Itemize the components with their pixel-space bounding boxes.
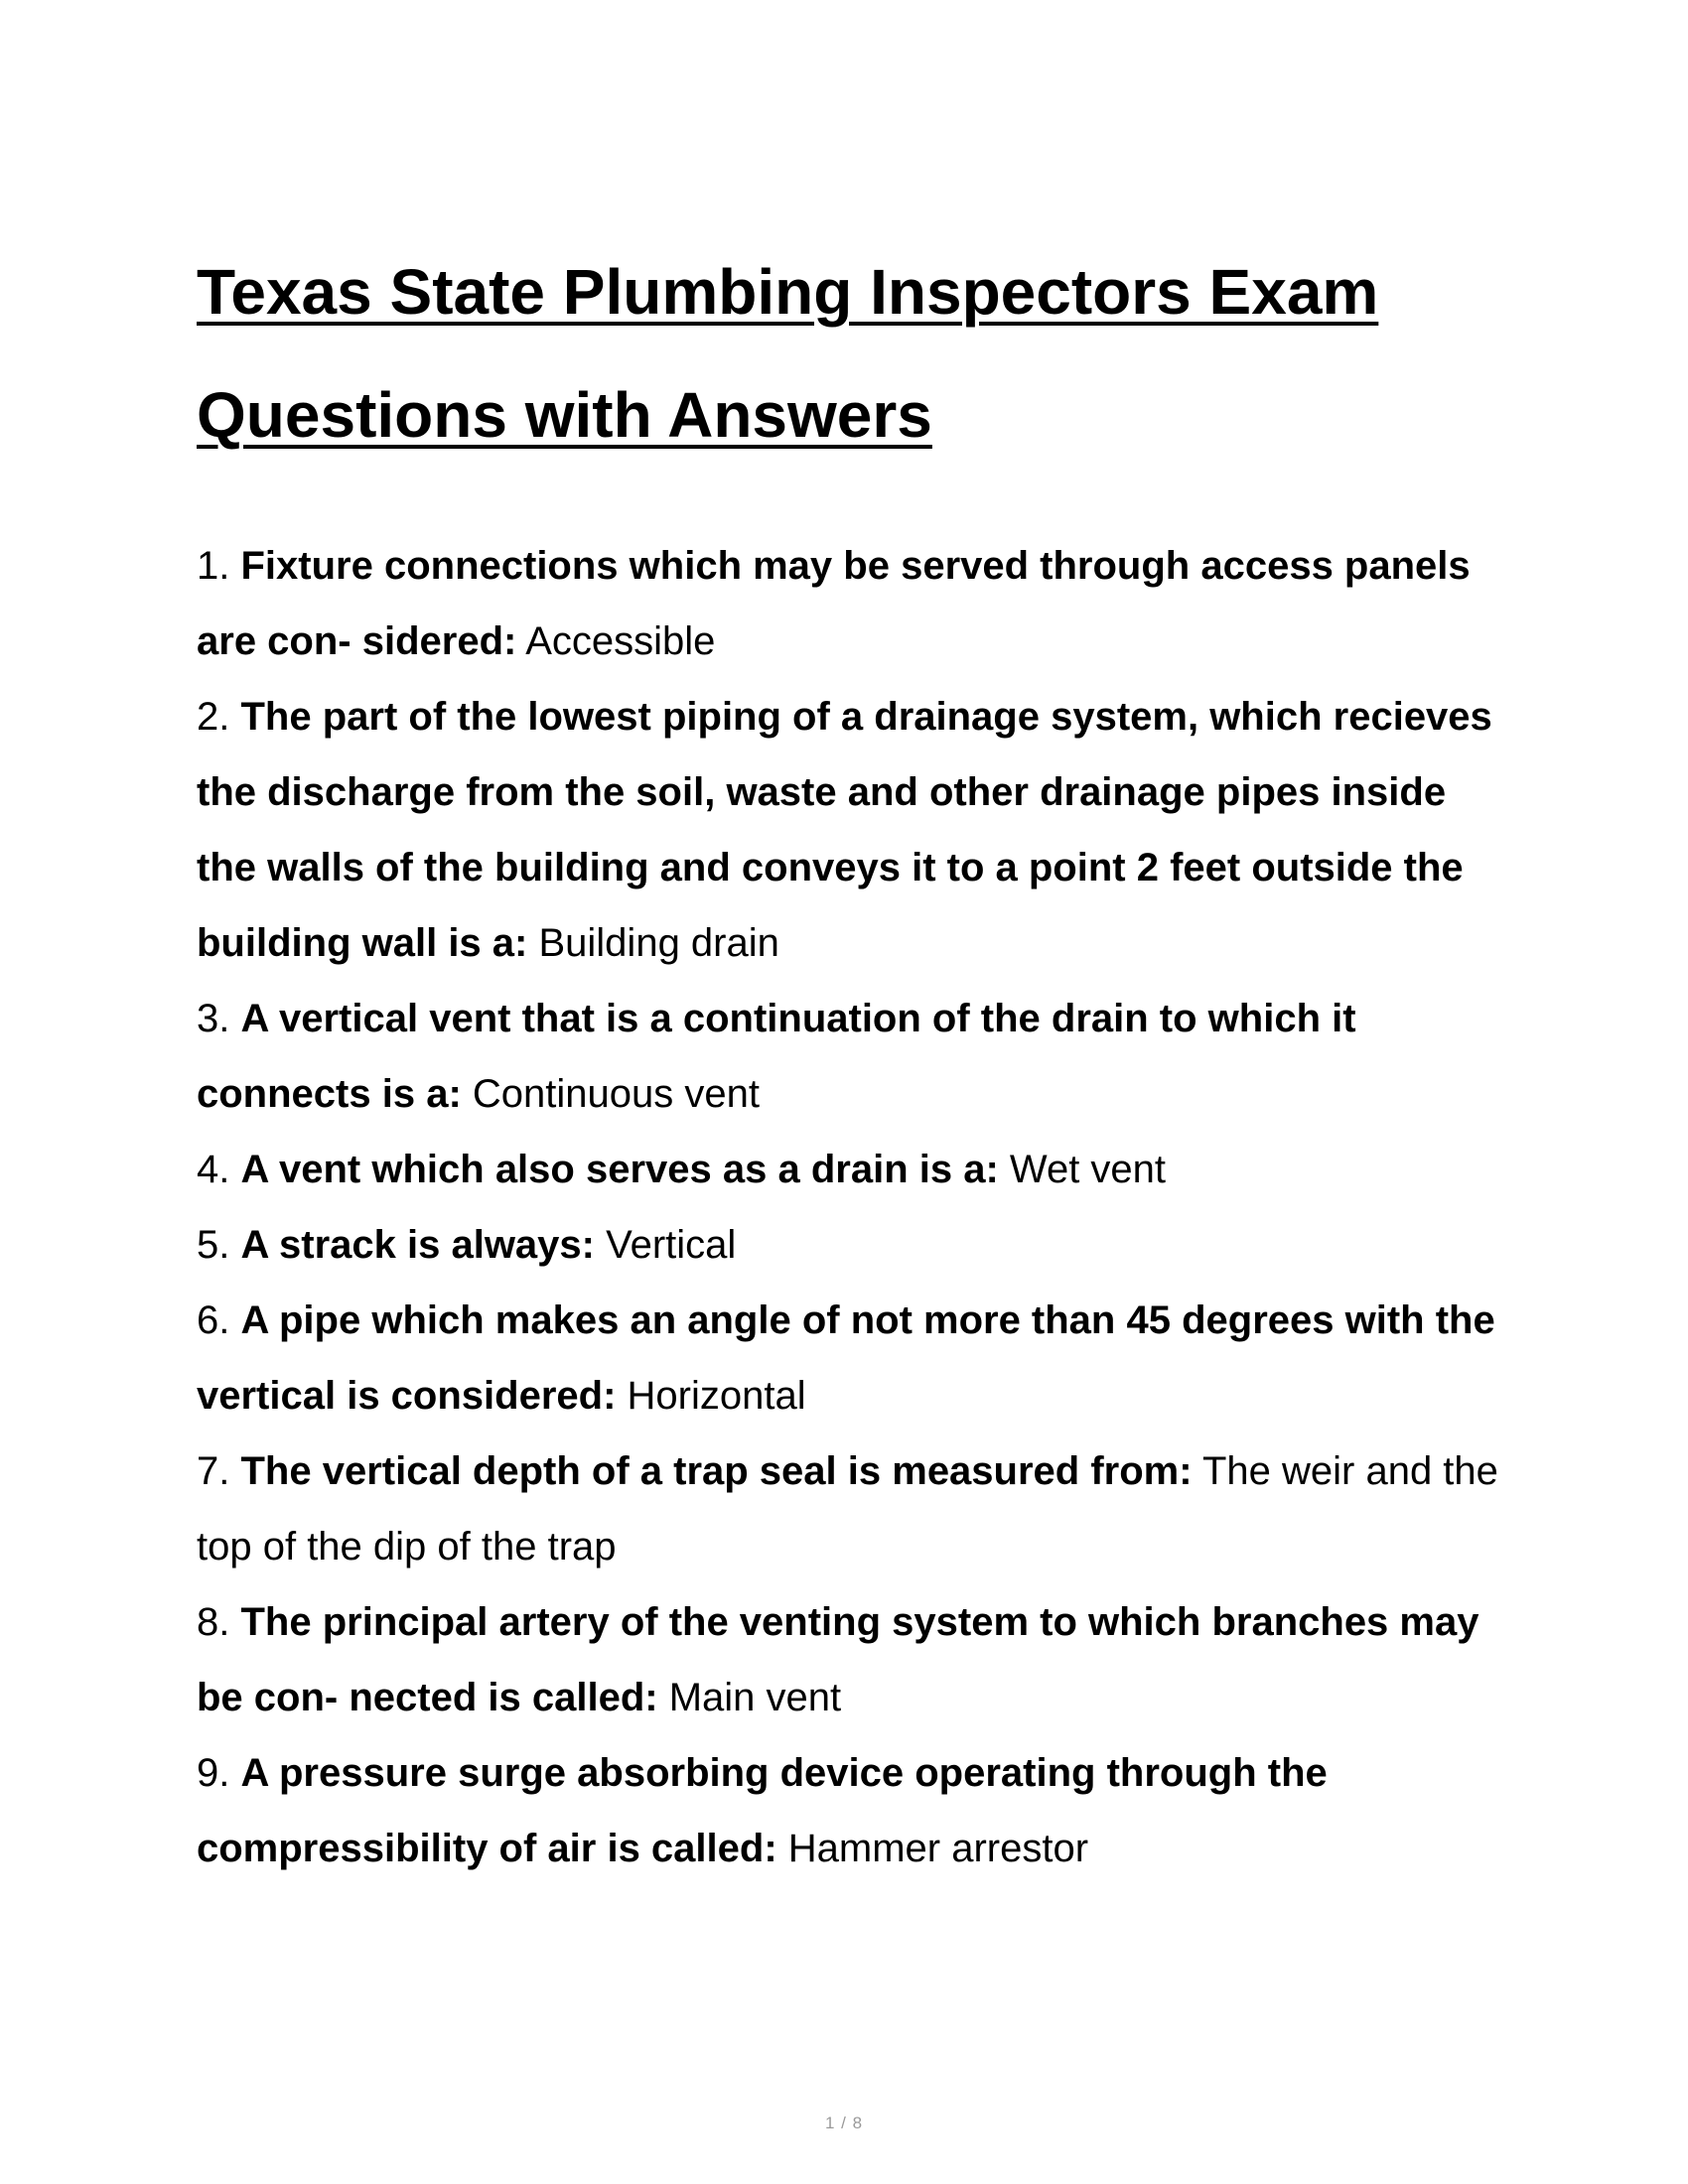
question-text: A vent which also serves as a drain is a: (240, 1148, 999, 1191)
question-item-1 (197, 528, 1507, 679)
question-text: The principal artery of the venting system to which branches may be con- nected is called: (197, 1600, 1479, 1719)
question-item-4 (197, 1132, 1507, 1207)
answer-text: The weir and the top of the dip of the trap (197, 1449, 1498, 1569)
answer-text: Horizontal (627, 1374, 806, 1418)
question-number: 2. (197, 695, 230, 739)
question-text: The part of the lowest piping of a drainage system, which recieves the discharge from the soil, waste and other drainage pipes inside the walls of the building and conveys it to a point 2 feet outside the building wall is a: (197, 695, 1492, 965)
answer-text: Vertical (606, 1223, 737, 1267)
question-item-8 (197, 1584, 1507, 1735)
question-item-9 (197, 1735, 1507, 1886)
question-number: 4. (197, 1148, 230, 1191)
question-number: 3. (197, 997, 230, 1040)
answer-text: Accessible (525, 619, 716, 663)
answer-text: Building drain (538, 921, 779, 965)
question-text: Fixture connections which may be served through access panels are con- sidered: (197, 544, 1471, 663)
answer-text: Wet vent (1009, 1148, 1167, 1191)
question-number: 1. (197, 544, 230, 588)
question-number: 7. (197, 1449, 230, 1493)
question-text: A vertical vent that is a continuation of the drain to which it connects is a: (197, 997, 1356, 1116)
question-text: A pipe which makes an angle of not more than 45 degrees with the vertical is considered: (197, 1298, 1495, 1418)
page-number: 1 / 8 (824, 2114, 864, 2132)
answer-text: Main vent (668, 1676, 842, 1719)
question-text: A pressure surge absorbing device operating through the compressibility of air is called: (197, 1751, 1328, 1870)
question-item-7 (197, 1433, 1507, 1584)
question-item-2 (197, 679, 1507, 981)
question-item-6 (197, 1283, 1507, 1433)
document-title: Texas State Plumbing Inspectors Exam Questions with Answers (197, 256, 1379, 451)
question-item-5 (197, 1207, 1507, 1283)
question-number: 6. (197, 1298, 230, 1342)
question-text: The vertical depth of a trap seal is measured from: (240, 1449, 1193, 1493)
question-list (197, 528, 1507, 1886)
question-number: 9. (197, 1751, 230, 1795)
answer-text: Hammer arrestor (787, 1827, 1089, 1870)
question-item-3 (197, 981, 1507, 1132)
question-number: 5. (197, 1223, 230, 1267)
question-number: 8. (197, 1600, 230, 1644)
answer-text: Continuous vent (472, 1072, 760, 1116)
question-text: A strack is always: (240, 1223, 595, 1267)
